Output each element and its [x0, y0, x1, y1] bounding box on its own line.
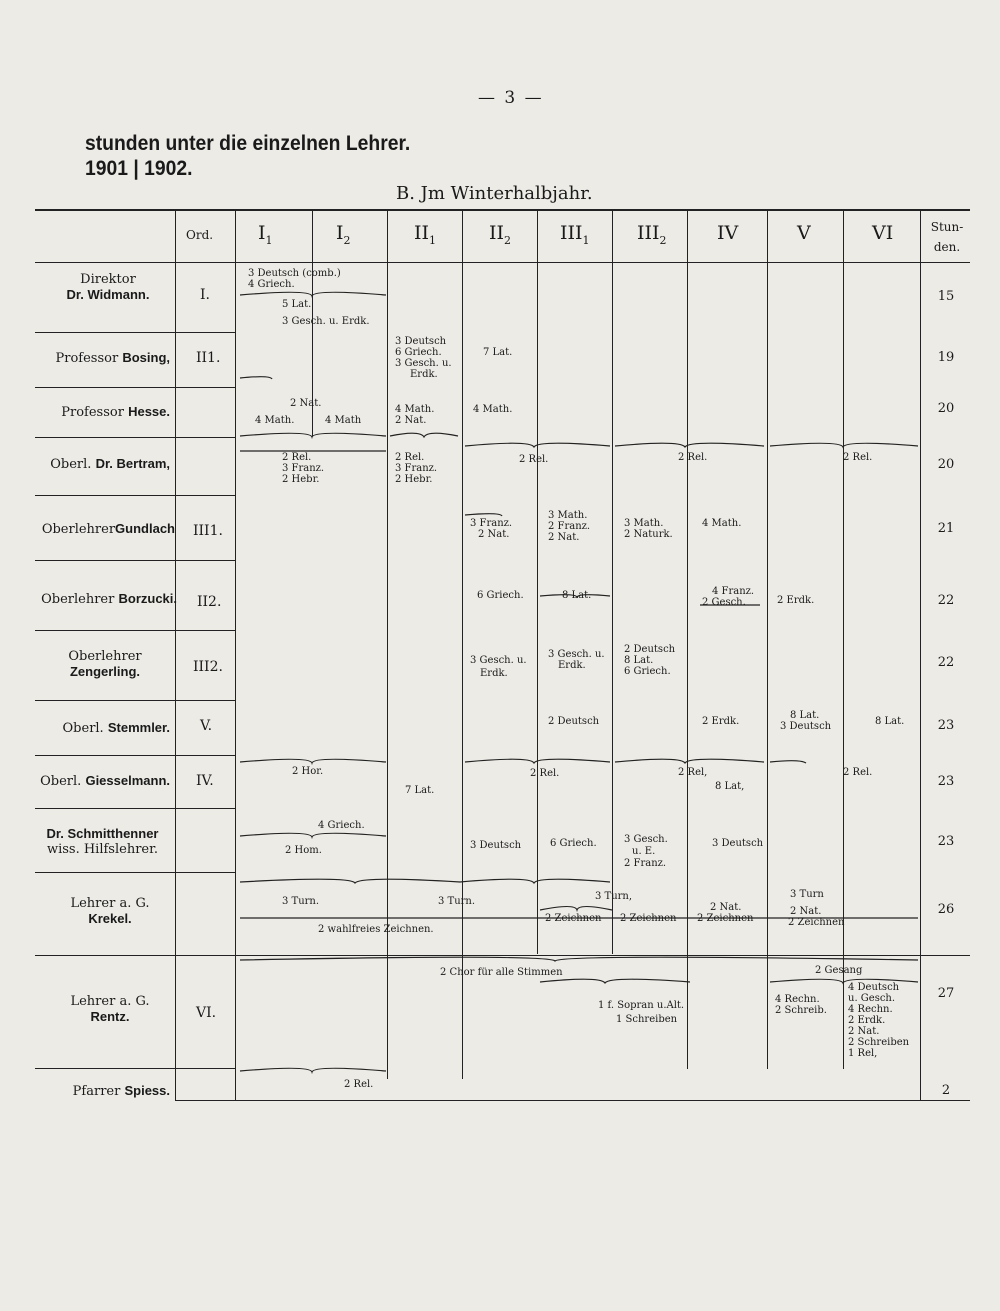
- teacher-name: Lehrer a. G. Krekel.: [70, 896, 150, 926]
- teacher-name: Oberlehrer Zengerling.: [68, 649, 142, 679]
- col-header-II2: $II_2$: [489, 222, 512, 247]
- col-rule: [387, 209, 388, 1079]
- schedule-entry: 2 Nat.: [478, 529, 510, 540]
- schedule-entry: 2 Franz.: [548, 521, 591, 532]
- schedule-entry: 3 Deutsch: [780, 721, 832, 732]
- schedule-entry: 8 Lat.: [790, 710, 820, 721]
- schedule-entry: 8 Lat.: [562, 590, 592, 601]
- schedule-entry: 2 wahlfreies Zeichnen.: [318, 924, 434, 935]
- schedule-entry: 2 Hor.: [292, 766, 324, 777]
- row-rule: [35, 437, 235, 438]
- schedule-entry: 3 Gesch. u.: [395, 358, 452, 369]
- schedule-entry: 3 Gesch.: [624, 834, 668, 845]
- ord-class: II1.: [196, 350, 221, 366]
- schedule-entry: 3 Turn: [790, 889, 824, 900]
- schedule-entry: 8 Lat.: [875, 716, 905, 727]
- col-rule: [843, 209, 844, 1069]
- table-bottom-rule: [175, 1100, 970, 1101]
- schedule-entry: 3 Turn.: [282, 896, 320, 907]
- schedule-entry: 2 Hom.: [285, 845, 322, 856]
- schedule-entry: 2 Nat.: [395, 415, 427, 426]
- row-rule: [35, 755, 235, 756]
- schedule-entry: 2 Nat.: [290, 398, 322, 409]
- col-rule: [920, 209, 921, 1100]
- col-rule: [235, 209, 236, 1100]
- schedule-entry: 2 Rel.: [344, 1079, 374, 1090]
- schedule-entry: 2 Rel,: [678, 767, 708, 778]
- col-rule: [767, 209, 768, 1069]
- schedule-entry: 2 Erdk.: [777, 595, 815, 606]
- teacher-name: Professor Bosing,: [55, 350, 170, 366]
- schedule-entry: 2 Rel.: [519, 454, 549, 465]
- schedule-entry: 2 Zeichnen: [697, 913, 754, 924]
- teacher-name: OberlehrerGundlach: [41, 521, 175, 537]
- schedule-entry: 8 Lat.: [624, 655, 654, 666]
- schedule-entry: 4 Griech.: [318, 820, 365, 831]
- schedule-entry: 2 Zeichnen: [620, 913, 677, 924]
- schedule-entry: 2 Rel.: [843, 767, 873, 778]
- row-rule: [35, 332, 235, 333]
- ord-class: IV.: [196, 773, 214, 789]
- col-rule: [537, 209, 538, 954]
- col-header-VI: VI: [872, 222, 894, 244]
- teacher-name: Direktor Dr. Widmann.: [66, 272, 150, 302]
- schedule-entry: 1 Schreiben: [616, 1014, 678, 1025]
- section-subheading: B. Jm Winterhalbjahr.: [396, 183, 593, 204]
- schedule-entry: 4 Griech.: [248, 279, 295, 290]
- schedule-entry: 4 Math.: [395, 404, 435, 415]
- schedule-entry: 6 Griech.: [477, 590, 524, 601]
- schedule-entry: 2 Zeichnen: [545, 913, 602, 924]
- teacher-name: Pfarrer Spiess.: [72, 1083, 170, 1099]
- schedule-entry: 2 Schreiben: [848, 1037, 910, 1048]
- schedule-entry: 2 Naturk.: [624, 529, 673, 540]
- schedule-entry: 4 Math.: [473, 404, 513, 415]
- schedule-entry: 2 Rel.: [395, 452, 425, 463]
- row-rule: [35, 808, 235, 809]
- col-header-I1: $I_1$: [258, 222, 273, 247]
- schedule-entry: 3 Franz.: [470, 518, 513, 529]
- schedule-entry: 4 Rechn.: [775, 994, 820, 1005]
- teacher-name: Professor Hesse.: [61, 404, 170, 420]
- school-year: 1901 | 1902.: [85, 157, 193, 180]
- schedule-entry: Erdk.: [410, 369, 438, 380]
- schedule-entry: 1 f. Sopran u.Alt.: [598, 1000, 685, 1011]
- ord-class: VI.: [196, 1005, 217, 1021]
- schedule-entry: 2 Gesang: [815, 965, 863, 976]
- row-rule: [35, 700, 235, 701]
- schedule-entry: 2 Rel.: [530, 768, 560, 779]
- hours-total: 20: [937, 401, 955, 416]
- schedule-entry: 3 Franz.: [395, 463, 438, 474]
- col-header-II1: $II_1$: [414, 222, 437, 247]
- hours-total: 22: [937, 593, 955, 608]
- ord-class: I.: [200, 287, 210, 303]
- col-header-IV: IV: [717, 222, 739, 244]
- page-heading: stunden unter die einzelnen Lehrer.: [85, 132, 411, 155]
- schedule-entry: 4 Franz.: [712, 586, 755, 597]
- col-header-III1: $III_1$: [560, 222, 590, 247]
- hours-total: 19: [937, 350, 955, 365]
- schedule-entry: 3 Deutsch: [395, 336, 447, 347]
- col-header-V: V: [797, 222, 811, 244]
- hours-total: 27: [937, 986, 955, 1001]
- schedule-entry: 3 Franz.: [282, 463, 325, 474]
- schedule-entry: 3 Math.: [548, 510, 588, 521]
- schedule-entry: 2 Hebr.: [395, 474, 433, 485]
- hours-total: 15: [937, 289, 955, 304]
- schedule-entry: 3 Math.: [624, 518, 664, 529]
- schedule-entry: Erdk.: [558, 660, 586, 671]
- schedule-entry: 3 Deutsch (comb.): [248, 268, 341, 279]
- col-rule: [687, 209, 688, 1069]
- teacher-name: Oberl. Dr. Bertram,: [50, 456, 170, 472]
- schedule-entry: Erdk.: [480, 668, 508, 679]
- hours-total: 2: [941, 1083, 951, 1098]
- schedule-entry: 2 Nat.: [710, 902, 742, 913]
- schedule-entry: 2 Zeichnen: [788, 917, 845, 928]
- schedule-entry: 3 Gesch. u. Erdk.: [282, 316, 370, 327]
- schedule-entry: 2 Rel.: [843, 452, 873, 463]
- teacher-name: Lehrer a. G. Rentz.: [70, 994, 150, 1024]
- teacher-name: Dr. Schmitthenner wiss. Hilfslehrer.: [46, 826, 159, 857]
- hours-total: 20: [937, 457, 955, 472]
- schedule-entry: 2 Nat.: [790, 906, 822, 917]
- hours-total: 23: [937, 774, 955, 789]
- schedule-entry: 4 Math: [325, 415, 362, 426]
- schedule-entry: 2 Franz.: [624, 858, 667, 869]
- schedule-entry: 2 Rel.: [678, 452, 708, 463]
- schedule-entry: 2 Nat.: [848, 1026, 880, 1037]
- schedule-entry: 4 Rechn.: [848, 1004, 893, 1015]
- schedule-entry: 2 Erdk.: [848, 1015, 886, 1026]
- col-header-I2: $I_2$: [336, 222, 351, 247]
- ord-class: V.: [200, 718, 213, 734]
- hours-total: 23: [937, 834, 955, 849]
- schedule-entry: 6 Griech.: [550, 838, 597, 849]
- col-header-III2: $III_2$: [637, 222, 667, 247]
- schedule-entry: 4 Deutsch: [848, 982, 900, 993]
- schedule-entry: 2 Rel.: [282, 452, 312, 463]
- ord-class: II2.: [197, 594, 222, 610]
- teacher-name: Oberl. Stemmler.: [62, 720, 170, 736]
- schedule-entry: 2 Gesch.: [702, 597, 746, 608]
- schedule-entry: 2 Deutsch: [624, 644, 676, 655]
- col-header-hours: Stun- den.: [930, 220, 964, 254]
- ord-class: III1.: [193, 523, 223, 539]
- schedule-entry: 3 Turn.: [438, 896, 476, 907]
- hours-total: 22: [937, 655, 955, 670]
- page-number: — 3 —: [478, 88, 544, 108]
- teacher-name: Oberl. Giesselmann.: [40, 773, 170, 789]
- col-rule: [612, 209, 613, 954]
- row-rule: [35, 872, 235, 873]
- schedule-entry: 2 Schreib.: [775, 1005, 827, 1016]
- row-rule: [35, 630, 235, 631]
- schedule-entry: 6 Griech.: [624, 666, 671, 677]
- schedule-entry: 2 Chor für alle Stimmen: [440, 967, 563, 978]
- schedule-entry: 2 Nat.: [548, 532, 580, 543]
- schedule-entry: 3 Deutsch: [470, 840, 522, 851]
- schedule-entry: 4 Math.: [255, 415, 295, 426]
- schedule-entry: 3 Deutsch: [712, 838, 764, 849]
- schedule-entry: 6 Griech.: [395, 347, 442, 358]
- hours-total: 21: [937, 521, 955, 536]
- schedule-entry: 2 Hebr.: [282, 474, 320, 485]
- schedule-entry: 7 Lat.: [405, 785, 435, 796]
- row-rule: [35, 1068, 235, 1069]
- schedule-entry: 4 Math.: [702, 518, 742, 529]
- schedule-entry: 2 Deutsch: [548, 716, 600, 727]
- schedule-entry: 3 Turn,: [595, 891, 633, 902]
- col-rule: [175, 209, 176, 1100]
- schedule-entry: u. E.: [632, 846, 656, 857]
- hours-total: 26: [937, 902, 955, 917]
- hours-total: 23: [937, 718, 955, 733]
- teacher-name: Oberlehrer Borzucki.: [41, 591, 177, 607]
- schedule-entry: 3 Gesch. u.: [548, 649, 605, 660]
- row-rule: [35, 387, 235, 388]
- col-header-ord: Ord.: [186, 228, 214, 242]
- row-rule: [35, 560, 235, 561]
- schedule-entry: 2 Erdk.: [702, 716, 740, 727]
- schedule-entry: 1 Rel,: [848, 1048, 878, 1059]
- ord-class: III2.: [193, 659, 223, 675]
- schedule-entry: 7 Lat.: [483, 347, 513, 358]
- col-rule: [462, 209, 463, 1079]
- row-rule: [35, 495, 235, 496]
- schedule-entry: u. Gesch.: [848, 993, 896, 1004]
- schedule-entry: 8 Lat,: [715, 781, 745, 792]
- schedule-entry: 3 Gesch. u.: [470, 655, 527, 666]
- schedule-entry: 5 Lat.: [282, 299, 312, 310]
